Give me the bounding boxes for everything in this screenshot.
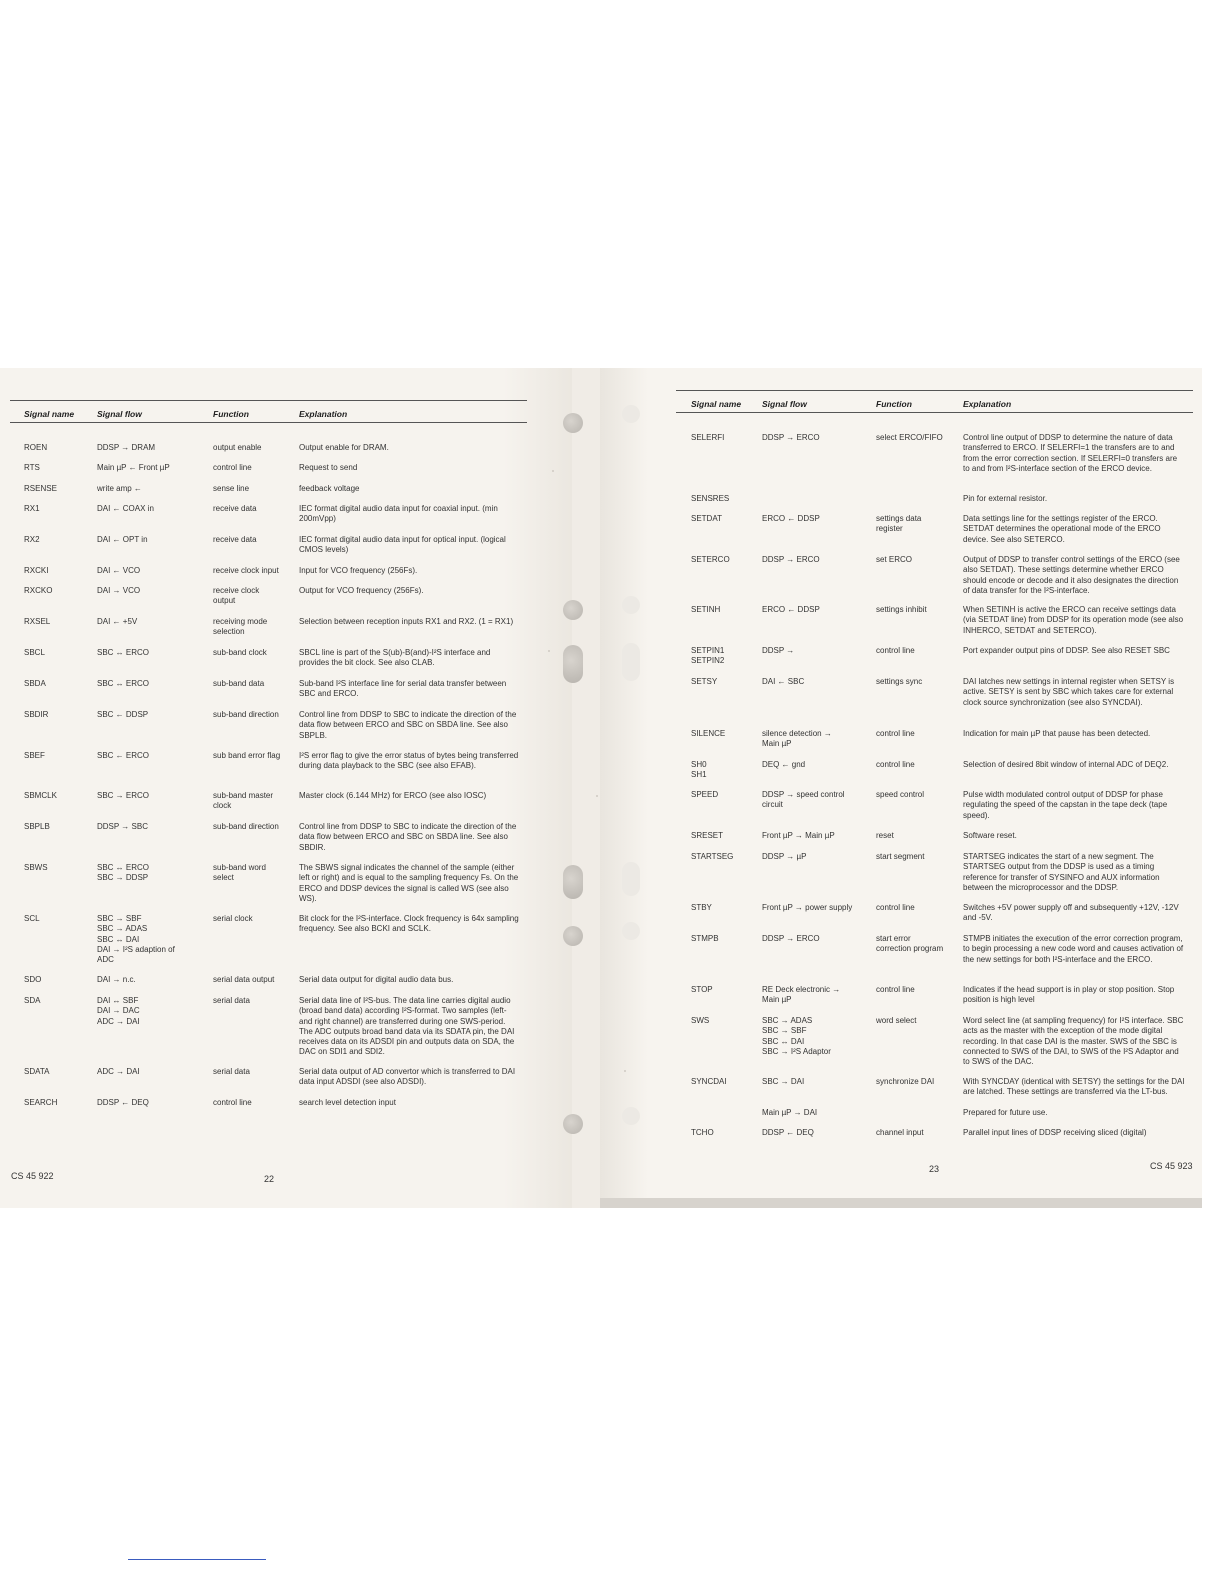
page-gutter bbox=[572, 368, 600, 1208]
signal-name: TCHO bbox=[691, 1128, 714, 1137]
signal-name: RSENSE bbox=[24, 484, 57, 493]
binder-hole bbox=[563, 1114, 583, 1134]
signal-explanation: Prepared for future use. bbox=[963, 1108, 1048, 1117]
signal-name: SBDIR bbox=[24, 710, 49, 719]
signal-explanation: search level detection input bbox=[299, 1098, 396, 1107]
signal-flow: SBC ← ERCO bbox=[97, 751, 150, 760]
signal-name: SCL bbox=[24, 914, 40, 923]
binder-hole bbox=[563, 600, 583, 620]
header-signal-flow: Signal flow bbox=[762, 399, 807, 409]
signal-flow: DEQ ← gnd bbox=[762, 760, 806, 769]
signal-name: SDATA bbox=[24, 1067, 50, 1076]
signal-name: ROEN bbox=[24, 443, 48, 452]
binder-hole bbox=[622, 596, 640, 614]
signal-flow: SBC ↔ ERCO bbox=[97, 648, 150, 657]
signal-function: sub-band direction bbox=[213, 710, 279, 719]
signal-explanation: Output for VCO frequency (256Fs). bbox=[299, 586, 424, 595]
signal-name: SEARCH bbox=[24, 1098, 58, 1107]
signal-flow: Front µP → Main µP bbox=[762, 831, 835, 840]
signal-function: synchronize DAI bbox=[876, 1077, 935, 1086]
signal-flow: ERCO ← DDSP bbox=[762, 514, 820, 523]
signal-explanation: Indication for main µP that pause has been detected. bbox=[963, 729, 1151, 738]
signal-name: STBY bbox=[691, 903, 712, 912]
signal-name: RX1 bbox=[24, 504, 40, 513]
signal-name: SH0 SH1 bbox=[691, 760, 707, 780]
signal-flow: DDSP → ERCO bbox=[762, 555, 820, 564]
left-footer-code: CS 45 922 bbox=[11, 1171, 54, 1181]
signal-flow: DAI ← +5V bbox=[97, 617, 138, 626]
signal-function: set ERCO bbox=[876, 555, 913, 564]
signal-explanation: Output of DDSP to transfer control settings of the ERCO (see also SETDAT). These settings determine whether ERCO should encode or decode and it also designates the direction of data transfer for the I²S-interface. bbox=[963, 555, 1180, 595]
signal-explanation: Parallel input lines of DDSP receiving sliced (digital) bbox=[963, 1128, 1147, 1137]
signal-name: RTS bbox=[24, 463, 40, 472]
signal-explanation: Word select line (at sampling frequency) for I²S interface. SBC acts as the master with the exception of the mode digital recording. In that case DAI is the master. SWS of the SBC is connected to SWS of the DAI, to SWS of the I²S Adaptor and to SWS of the DAC. bbox=[963, 1016, 1184, 1067]
signal-flow: DDSP → bbox=[762, 646, 795, 655]
binder-hole bbox=[622, 922, 640, 940]
signal-flow: ADC → DAI bbox=[97, 1067, 140, 1076]
left-page-number: 22 bbox=[264, 1174, 275, 1184]
scan-speck bbox=[624, 1070, 626, 1072]
signal-function: serial data bbox=[213, 996, 250, 1005]
header-explanation: Explanation bbox=[299, 409, 348, 419]
signal-explanation: Port expander output pins of DDSP. See also RESET SBC bbox=[963, 646, 1170, 655]
binder-hole bbox=[622, 862, 640, 896]
signal-explanation: STARTSEG indicates the start of a new segment. The STARTSEG output from the DDSP is used as a timing reference for transfer of SYSINFO and AUX information between the microprocessor and the DDSP. bbox=[963, 852, 1160, 892]
binder-hole bbox=[563, 865, 583, 899]
signal-explanation: With SYNCDAY (identical with SETSY) the settings for the DAI are latched. These settings are transferred via the LT-bus. bbox=[963, 1077, 1185, 1097]
header-explanation: Explanation bbox=[963, 399, 1012, 409]
signal-name: SDO bbox=[24, 975, 42, 984]
signal-name: SENSRES bbox=[691, 494, 730, 503]
signal-explanation: IEC format digital audio data input for optical input. (logical CMOS levels) bbox=[299, 535, 506, 555]
table-top-rule bbox=[676, 390, 1193, 391]
signal-explanation: Software reset. bbox=[963, 831, 1017, 840]
signal-function: control line bbox=[213, 1098, 252, 1107]
page-edge-shadow bbox=[600, 1198, 1202, 1208]
signal-explanation: Bit clock for the I²S-interface. Clock frequency is 64x sampling frequency. See also BCKI and SCLK. bbox=[299, 914, 519, 934]
signal-name: STARTSEG bbox=[691, 852, 734, 861]
signal-function: output enable bbox=[213, 443, 262, 452]
signal-name: SPEED bbox=[691, 790, 719, 799]
signal-flow: DAI ← OPT in bbox=[97, 535, 148, 544]
signal-flow: DDSP → SBC bbox=[97, 822, 148, 831]
signal-function: serial data output bbox=[213, 975, 275, 984]
signal-flow: DAI ↔ SBF DAI → DAC ADC → DAI bbox=[97, 996, 140, 1026]
signal-flow: DDSP → µP bbox=[762, 852, 807, 861]
signal-function: sub-band master clock bbox=[213, 791, 274, 811]
signal-function: serial data bbox=[213, 1067, 250, 1076]
signal-explanation: SBCL line is part of the S(ub)-B(and)-I²S interface and provides the bit clock. See also CLAB. bbox=[299, 648, 491, 668]
signal-name: RXCKI bbox=[24, 566, 49, 575]
underline-mark bbox=[128, 1559, 266, 1560]
signal-explanation: Control line from DDSP to SBC to indicate the direction of the data flow between ERCO and SBC on SBDA line. See also SBPLB. bbox=[299, 710, 517, 740]
signal-name: SYNCDAI bbox=[691, 1077, 727, 1086]
signal-function: settings data register bbox=[876, 514, 922, 534]
signal-explanation: Pin for external resistor. bbox=[963, 494, 1048, 503]
signal-explanation: DAI latches new settings in internal register when SETSY is active. SETSY is sent by SBC which takes care for external clock source synchronization (see also SYNCDAI). bbox=[963, 677, 1175, 707]
binder-hole bbox=[563, 413, 583, 433]
signal-function: sub-band data bbox=[213, 679, 265, 688]
signal-name: SETINH bbox=[691, 605, 721, 614]
header-signal-flow: Signal flow bbox=[97, 409, 142, 419]
signal-explanation: Control line from DDSP to SBC to indicate the direction of the data flow between ERCO and SBC on SBDA line. See also SBDIR. bbox=[299, 822, 517, 852]
signal-function: receive data bbox=[213, 535, 257, 544]
binder-hole bbox=[563, 645, 583, 683]
signal-explanation: Switches +5V power supply off and subsequently +12V, -12V and -5V. bbox=[963, 903, 1179, 923]
signal-name: SBMCLK bbox=[24, 791, 57, 800]
signal-flow: DDSP → DRAM bbox=[97, 443, 156, 452]
signal-explanation: Serial data line of I²S-bus. The data line carries digital audio (broad band data) according I²S-format. Two samples (left- and right channel) are transferred during one SWS-period. The ADC outputs broad band data via its SDATA pin, the DAI receives data on its ADSDI pin and outputs data on SDA, the DAC on SDI1 and SDI2. bbox=[299, 996, 515, 1057]
signal-function: start segment bbox=[876, 852, 925, 861]
signal-function: receive clock output bbox=[213, 586, 260, 606]
signal-explanation: Output enable for DRAM. bbox=[299, 443, 389, 452]
signal-name: SRESET bbox=[691, 831, 724, 840]
signal-function: control line bbox=[876, 760, 915, 769]
signal-flow: silence detection → Main µP bbox=[762, 729, 832, 749]
binder-hole bbox=[622, 405, 640, 423]
signal-name: SDA bbox=[24, 996, 41, 1005]
signal-function: start error correction program bbox=[876, 934, 944, 954]
signal-explanation: Input for VCO frequency (256Fs). bbox=[299, 566, 418, 575]
signal-flow: Main µP → DAI bbox=[762, 1108, 818, 1117]
signal-flow: DAI ← COAX in bbox=[97, 504, 154, 513]
header-signal-name: Signal name bbox=[24, 409, 75, 419]
signal-flow: Front µP → power supply bbox=[762, 903, 853, 912]
signal-name: RXSEL bbox=[24, 617, 51, 626]
signal-function: serial clock bbox=[213, 914, 253, 923]
signal-flow: DDSP ← DEQ bbox=[762, 1128, 814, 1137]
signal-name: SBCL bbox=[24, 648, 45, 657]
right-footer-code: CS 45 923 bbox=[1150, 1161, 1193, 1171]
signal-explanation: Indicates if the head support is in play or stop position. Stop position is high level bbox=[963, 985, 1175, 1005]
header-bottom-rule bbox=[10, 422, 527, 423]
signal-function: settings sync bbox=[876, 677, 923, 686]
signal-flow: ERCO ← DDSP bbox=[762, 605, 820, 614]
signal-flow: DAI ← SBC bbox=[762, 677, 805, 686]
signal-explanation: Sub-band I²S interface line for serial data transfer between SBC and ERCO. bbox=[299, 679, 507, 699]
header-function: Function bbox=[876, 399, 912, 409]
signal-function: receive clock input bbox=[213, 566, 279, 575]
signal-name: SBEF bbox=[24, 751, 45, 760]
signal-name: STMPB bbox=[691, 934, 719, 943]
signal-flow: Main µP ← Front µP bbox=[97, 463, 170, 472]
signal-name: SWS bbox=[691, 1016, 710, 1025]
signal-explanation: Request to send bbox=[299, 463, 358, 472]
header-function: Function bbox=[213, 409, 249, 419]
signal-flow: DAI → n.c. bbox=[97, 975, 136, 984]
signal-explanation: When SETINH is active the ERCO can receive settings data (via SETDAT line) from DDSP for its operation mode (see also INHERCO, SETDAT and SETERCO). bbox=[963, 605, 1184, 635]
signal-flow: DAI ← VCO bbox=[97, 566, 141, 575]
signal-function: sub band error flag bbox=[213, 751, 281, 760]
signal-name: SILENCE bbox=[691, 729, 726, 738]
header-bottom-rule bbox=[676, 412, 1193, 413]
signal-name: SELERFI bbox=[691, 433, 725, 442]
right-page-number: 23 bbox=[929, 1164, 940, 1174]
signal-flow: SBC → DAI bbox=[762, 1077, 805, 1086]
signal-function: word select bbox=[876, 1016, 917, 1025]
signal-function: sub-band word select bbox=[213, 863, 266, 883]
signal-name: STOP bbox=[691, 985, 713, 994]
signal-name: SETSY bbox=[691, 677, 718, 686]
signal-explanation: Selection of desired 8bit window of internal ADC of DEQ2. bbox=[963, 760, 1169, 769]
signal-function: receive data bbox=[213, 504, 257, 513]
signal-name: SETDAT bbox=[691, 514, 722, 523]
signal-explanation: Pulse width modulated control output of DDSP for phase regulating the speed of the capstan in the tape deck (tape speed). bbox=[963, 790, 1168, 820]
signal-flow: SBC → ADAS SBC → SBF SBC ↔ DAI SBC → I²S Adaptor bbox=[762, 1016, 831, 1056]
signal-explanation: Master clock (6.144 MHz) for ERCO (see also IOSC) bbox=[299, 791, 487, 800]
signal-name: RX2 bbox=[24, 535, 40, 544]
signal-flow: SBC ← DDSP bbox=[97, 710, 149, 719]
signal-function: receiving mode selection bbox=[213, 617, 268, 637]
binder-hole bbox=[622, 643, 640, 681]
signal-flow: RE Deck electronic → Main µP bbox=[762, 985, 841, 1005]
signal-function: select ERCO/FIFO bbox=[876, 433, 943, 442]
signal-function: sense line bbox=[213, 484, 250, 493]
signal-explanation: IEC format digital audio data input for coaxial input. (min 200mVpp) bbox=[299, 504, 498, 524]
signal-explanation: STMPB initiates the execution of the error correction program, to begin processing a new code word and causes activation of the new settings for both I²S-interface and the ERCO. bbox=[963, 934, 1184, 964]
signal-function: settings inhibit bbox=[876, 605, 927, 614]
signal-name: SBWS bbox=[24, 863, 48, 872]
signal-flow: SBC ↔ ERCO bbox=[97, 679, 150, 688]
signal-function: channel input bbox=[876, 1128, 924, 1137]
header-signal-name: Signal name bbox=[691, 399, 742, 409]
signal-flow: DDSP ← DEQ bbox=[97, 1098, 149, 1107]
signal-flow: DAI → VCO bbox=[97, 586, 141, 595]
signal-flow: SBC → SBF SBC → ADAS SBC ↔ DAI DAI → I²S adaption of ADC bbox=[97, 914, 175, 965]
signal-name: RXCKO bbox=[24, 586, 53, 595]
signal-function: reset bbox=[876, 831, 894, 840]
binder-hole bbox=[563, 926, 583, 946]
signal-function: sub-band direction bbox=[213, 822, 279, 831]
signal-flow: DDSP → ERCO bbox=[762, 934, 820, 943]
signal-name: SETPIN1 SETPIN2 bbox=[691, 646, 725, 666]
signal-flow: write amp ← bbox=[97, 484, 142, 493]
signal-explanation: Data settings line for the settings register of the ERCO. SETDAT determines the operational mode of the ERCO device. See also SETERCO. bbox=[963, 514, 1161, 544]
scan-speck bbox=[552, 470, 554, 472]
signal-function: control line bbox=[876, 903, 915, 912]
signal-function: control line bbox=[876, 646, 915, 655]
signal-function: sub-band clock bbox=[213, 648, 267, 657]
signal-flow: DDSP → speed control circuit bbox=[762, 790, 845, 810]
signal-explanation: Selection between reception inputs RX1 and RX2. (1 = RX1) bbox=[299, 617, 514, 626]
table-top-rule bbox=[10, 400, 527, 401]
binder-hole bbox=[622, 1107, 640, 1125]
signal-explanation: I²S error flag to give the error status of bytes being transferred during data playback to the SBC (see also EFAB). bbox=[299, 751, 519, 771]
signal-explanation: feedback voltage bbox=[299, 484, 360, 493]
signal-name: SETERCO bbox=[691, 555, 730, 564]
signal-function: control line bbox=[876, 985, 915, 994]
signal-explanation: Serial data output of AD convertor which is transferred to DAI data input ADSDI (see also ADSDI). bbox=[299, 1067, 516, 1087]
signal-function: control line bbox=[213, 463, 252, 472]
scan-speck bbox=[548, 650, 550, 652]
signal-name: SBPLB bbox=[24, 822, 50, 831]
signal-explanation: Serial data output for digital audio data bus. bbox=[299, 975, 454, 984]
signal-name: SBDA bbox=[24, 679, 46, 688]
signal-flow: SBC → ERCO bbox=[97, 791, 150, 800]
signal-function: speed control bbox=[876, 790, 925, 799]
scan-speck bbox=[596, 795, 598, 797]
signal-explanation: The SBWS signal indicates the channel of the sample (either left or right) and is equal to the sampling frequency Fs. On the ERCO and DDSP devices the signal is called WS (see also WS). bbox=[299, 863, 519, 903]
signal-flow: DDSP → ERCO bbox=[762, 433, 820, 442]
signal-flow: SBC ↔ ERCO SBC → DDSP bbox=[97, 863, 150, 883]
signal-function: control line bbox=[876, 729, 915, 738]
signal-explanation: Control line output of DDSP to determine the nature of data transferred to ERCO. If SELERFI=1 the transfers are to and from the error correction section. If SELERFI=0 transfers are to and from I²S-interface section of the ERCO device. bbox=[963, 433, 1178, 473]
